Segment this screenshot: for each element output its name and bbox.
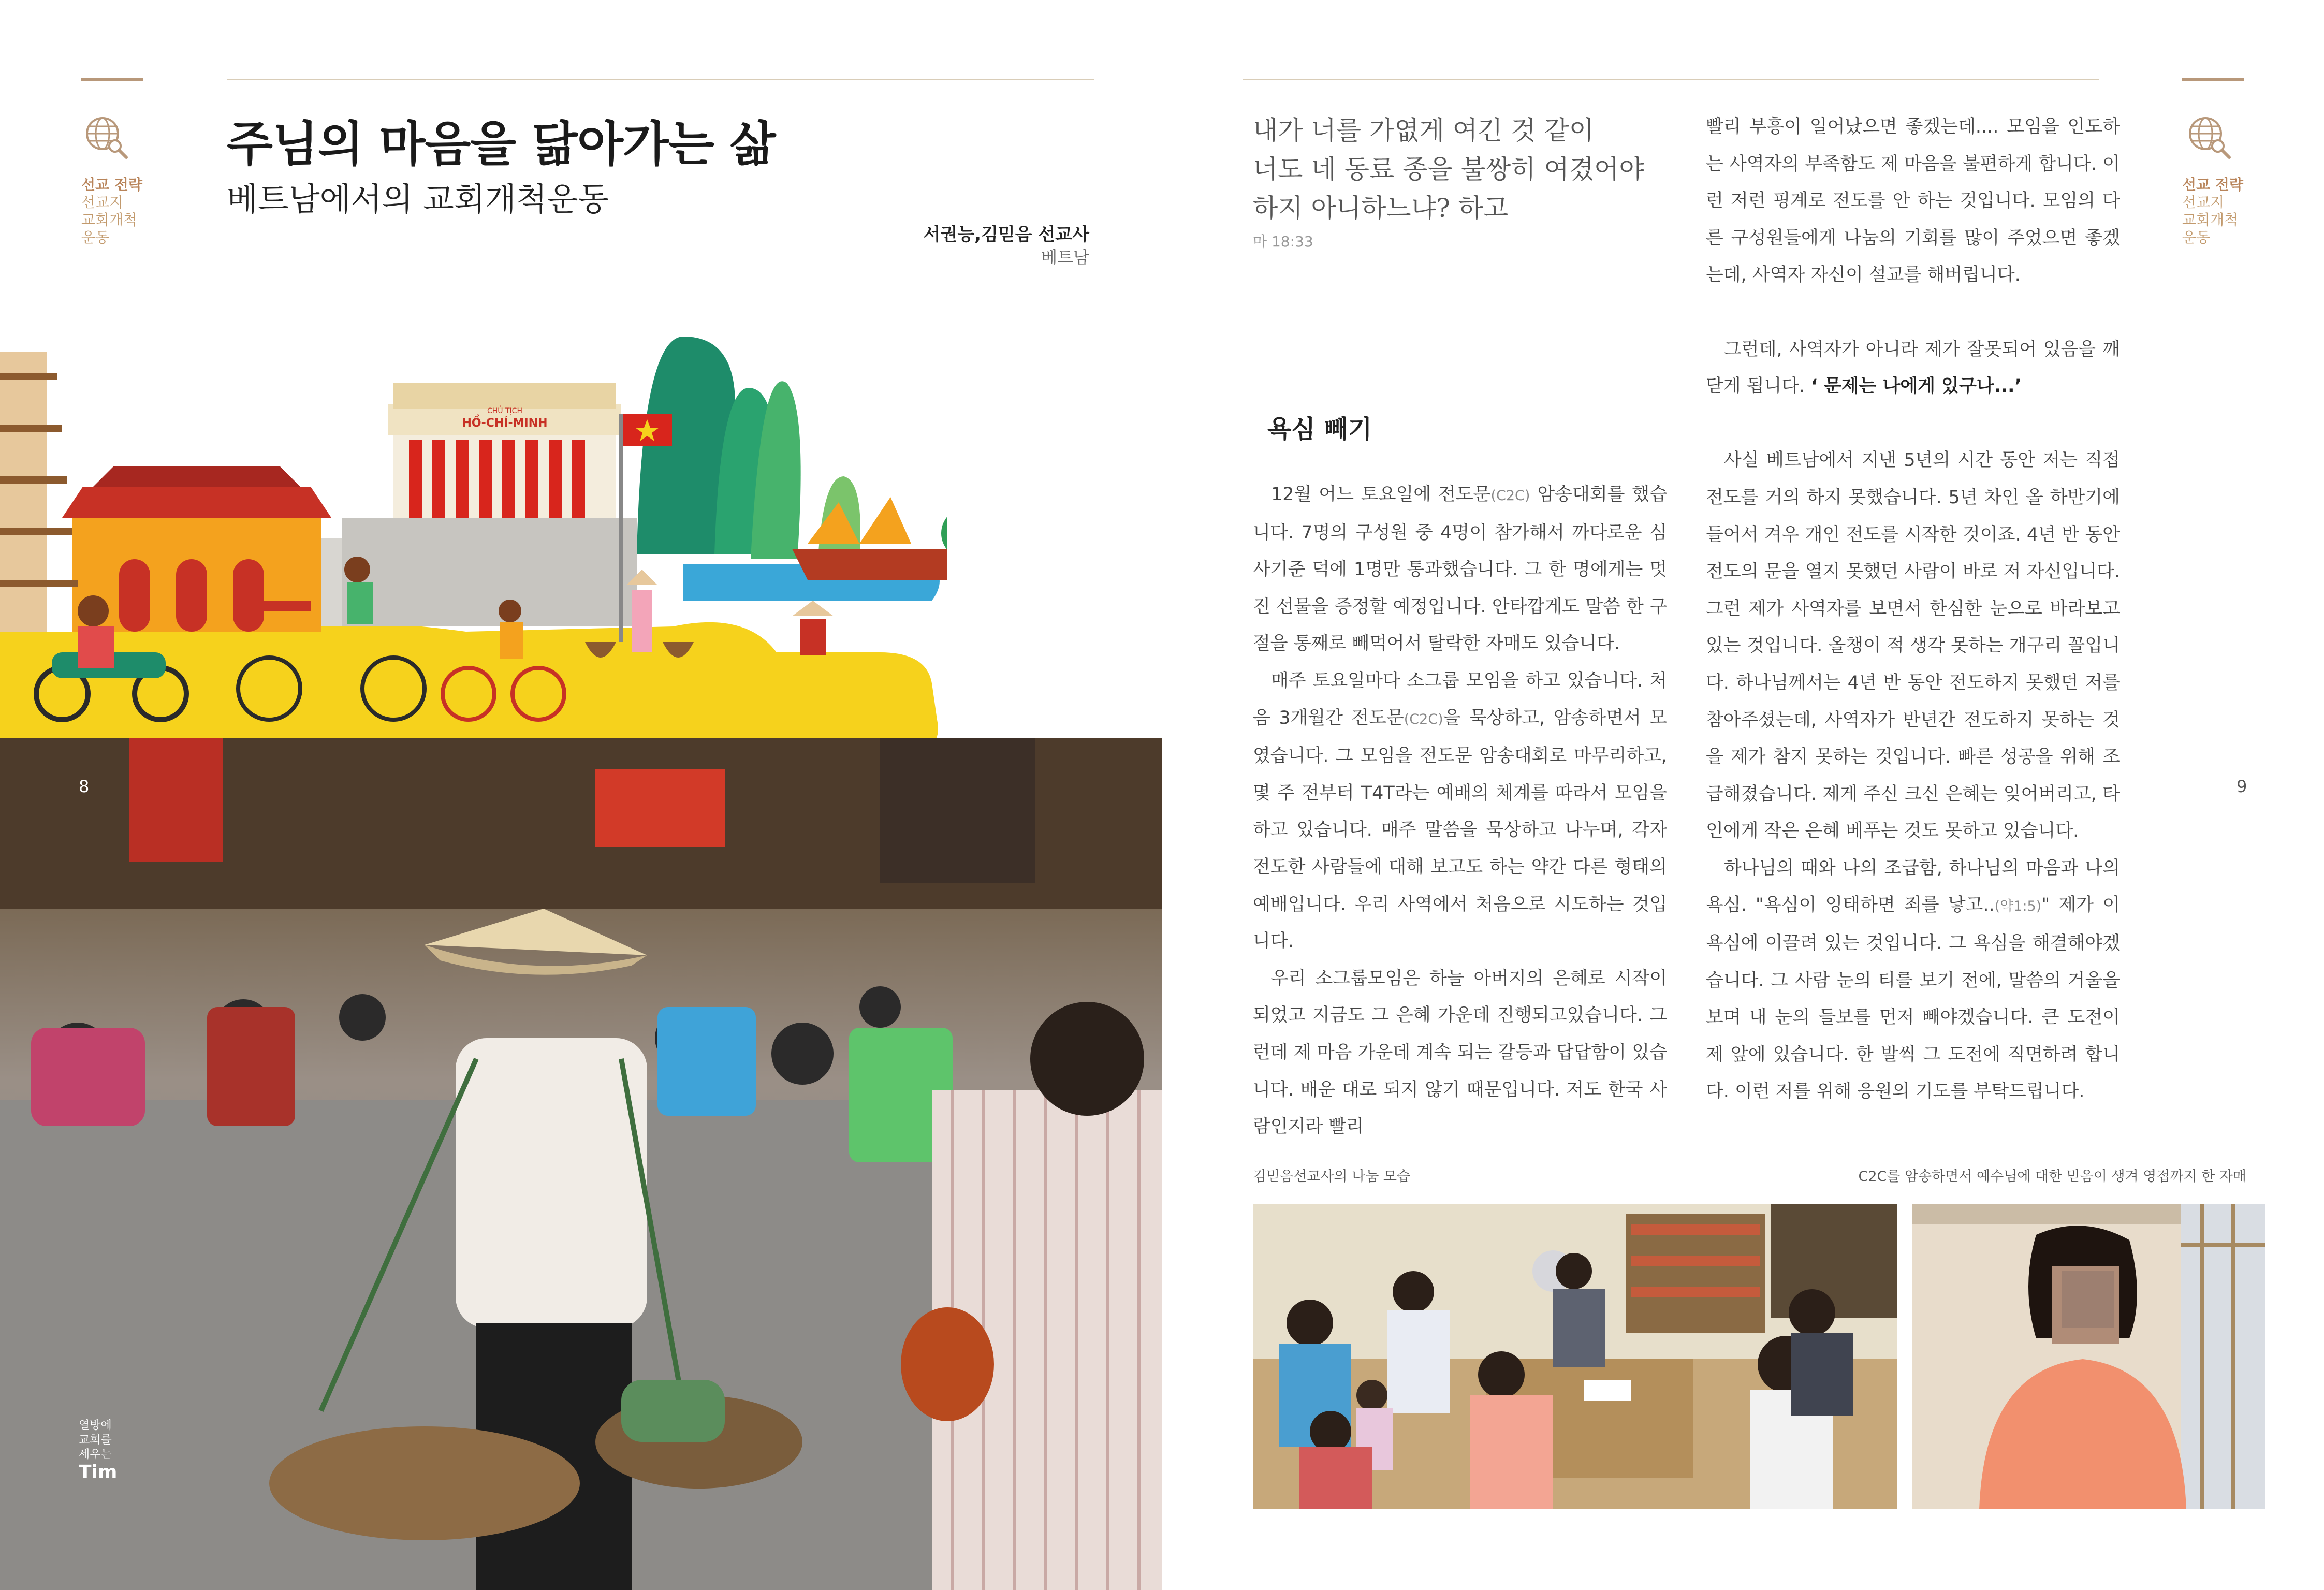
- quote-line: 너도 네 동료 종을 불쌍히 여겼어야: [1253, 154, 1644, 184]
- article-title: 주님의 마음을 닮아가는 삶: [227, 116, 776, 172]
- caption-sister-photo: C2C를 암송하면서 예수님에 대한 믿음이 생겨 영접까지 한 자매: [1858, 1169, 2246, 1185]
- globe-search-icon: [2186, 114, 2232, 161]
- footer-line: 열방에: [79, 1419, 112, 1432]
- globe-search-icon: [83, 114, 129, 161]
- tim-logo: Tim: [79, 1462, 118, 1483]
- magazine-footer: [79, 1419, 117, 1483]
- left-accent-rule: [81, 78, 143, 81]
- right-title-rule: [1243, 79, 2099, 80]
- text-column-1: [1253, 476, 1667, 1146]
- paragraph: 사실 베트남에서 지낸 5년의 시간 동안 저는 직접 전도를 거의 하지 못했습니다. 5년 차인 올 하반기에 들어서 겨우 개인 전도를 시작한 것이죠. 4년 반 동안 전도의 문을 열지 못했던 사람이 바로 저 자신입니다. 그런 제가 사역자를 보면서 한심한 눈으로 바라보고 있는 것입니다. 올챙이 적 생각 못하는 개구리 꼴입니다. 하나님께서는 4년 반 동안 전도하지 못했던 저를 참아주셨는데, 사역자가 반년간 전도하지 못하는 것을 제가 참지 못하는 것입니다. 빠른 성공을 위해 조급해졌습니다. 제게 주신 크신 은혜는 잊어버리고, 타인에게 작은 은혜 베푸는 것도 못하고 있습니다.: [1706, 450, 2120, 842]
- right-accent-rule: [2182, 78, 2244, 81]
- paragraph: 빨리 부흥이 일어났으면 좋겠는데.... 모임을 인도하는 사역자의 부족함도 제 마음을 불편하게 합니다. 이런 저런 핑계로 전도를 안 하는 것입니다. 모임의 다른 구성원들에게 나눔의 기회를 많이 주었으면 좋겠는데, 사역자 자신이 설교를 해버립니다.: [1706, 116, 2120, 286]
- street-photo: [0, 738, 1162, 1590]
- kicker-line: 운동: [81, 229, 110, 246]
- page-number-right: 9: [2237, 777, 2247, 796]
- quote-line: 하지 아니하느냐? 하고: [1253, 193, 1509, 223]
- paragraph: 우리 소그룹모임은 하늘 아버지의 은혜로 시작이 되었고 지금도 그 은혜 가운데 진행되고있습니다. 그런데 제 마음 가운데 계속 되는 갈등과 답답함이 있습니다. 배운 대로 되지 않기 때문입니다. 저도 한국 사람인지라 빨리: [1253, 968, 1667, 1137]
- right-kicker: [2182, 176, 2243, 246]
- paragraph: 하나님의 때와 나의 조급함, 하나님의 마음과 나의 욕심. "욕심이 잉태하면 죄를 낳고..(약1:5)" 제가 이 욕심에 이끌려 있는 것입니다. 그 욕심을 해결해야겠습니다. 그 사람 눈의 티를 보기 전에, 말씀의 거울을 보며 내 눈의 들보를 먼저 빼야겠습니다. 큰 도전이 제 앞에 있습니다. 한 발씩 그 도전에 직면하려 합니다. 이런 저를 위해 응원의 기도를 부탁드립니다.: [1706, 857, 2120, 1102]
- article-subtitle: 베트남에서의 교회개척운동: [227, 180, 609, 218]
- caption-sharing-photo: 김믿음선교사의 나눔 모습: [1253, 1169, 1411, 1185]
- page-number-left: 8: [79, 777, 90, 796]
- emphasis: ‘ 문제는 나에게 있구나...’: [1810, 376, 2022, 397]
- footer-line: 세우는: [79, 1448, 112, 1461]
- kicker-line: 교회개척: [81, 211, 138, 228]
- footer-line: 교회를: [79, 1434, 112, 1447]
- left-title-rule: [227, 79, 1094, 80]
- vietnam-illustration: [0, 321, 947, 746]
- paragraph: 그런데, 사역자가 아니라 제가 잘못되어 있음을 깨닫게 됩니다. ‘ 문제는 나에게 있구나...’: [1706, 339, 2120, 397]
- text-column-2: [1706, 109, 2120, 1111]
- left-kicker: [81, 176, 142, 246]
- kicker-title: 선교 전략: [81, 176, 142, 193]
- sister-photo: [1912, 1204, 2265, 1509]
- paragraph: 12월 어느 토요일에 전도문(C2C) 암송대회를 했습니다. 7명의 구성원 중 4명이 참가해서 까다로운 심사기준 덕에 1명만 통과했습니다. 그 한 명에게는 멋진 선물을 증정할 예정입니다. 안타깝게도 말씀 한 구절을 통째로 빼먹어서 탈락한 자매도 있습니다.: [1253, 484, 1668, 654]
- kicker-line: 교회개척: [2182, 211, 2239, 228]
- kicker-line: 선교지: [81, 194, 124, 211]
- region-label: 베트남: [1041, 247, 1089, 267]
- kicker-line: 선교지: [2182, 194, 2225, 211]
- author-name: 서권능,김믿음 선교사: [923, 224, 1089, 245]
- quote-line: 내가 너를 가엾게 여긴 것 같이: [1253, 115, 1595, 145]
- section-heading: 욕심 빼기: [1267, 415, 1372, 444]
- sharing-meeting-photo: [1253, 1204, 1897, 1509]
- mausoleum-sign-small: CHỦ TỊCH: [487, 407, 522, 415]
- kicker-line: 운동: [2182, 229, 2211, 246]
- paragraph: 매주 토요일마다 소그룹 모임을 하고 있습니다. 처음 3개월간 전도문(C2C)을 묵상하고, 암송하면서 모였습니다. 그 모임을 전도문 암송대회로 마무리하고, 몇 주 전부터 T4T라는 예배의 체계를 따라서 모임을 하고 있습니다. 매주 말씀을 묵상하고 나누며, 각자 전도한 사람들에 대해 보고도 하는 약간 다른 형태의 예배입니다. 우리 사역에서 처음으로 시도하는 것입니다.: [1253, 670, 1667, 952]
- quote-reference: 마 18:33: [1253, 233, 1313, 250]
- kicker-title: 선교 전략: [2182, 176, 2243, 193]
- mausoleum-sign: HỒ-CHÍ-MINH: [462, 417, 548, 430]
- scripture-quote: [1253, 111, 1677, 228]
